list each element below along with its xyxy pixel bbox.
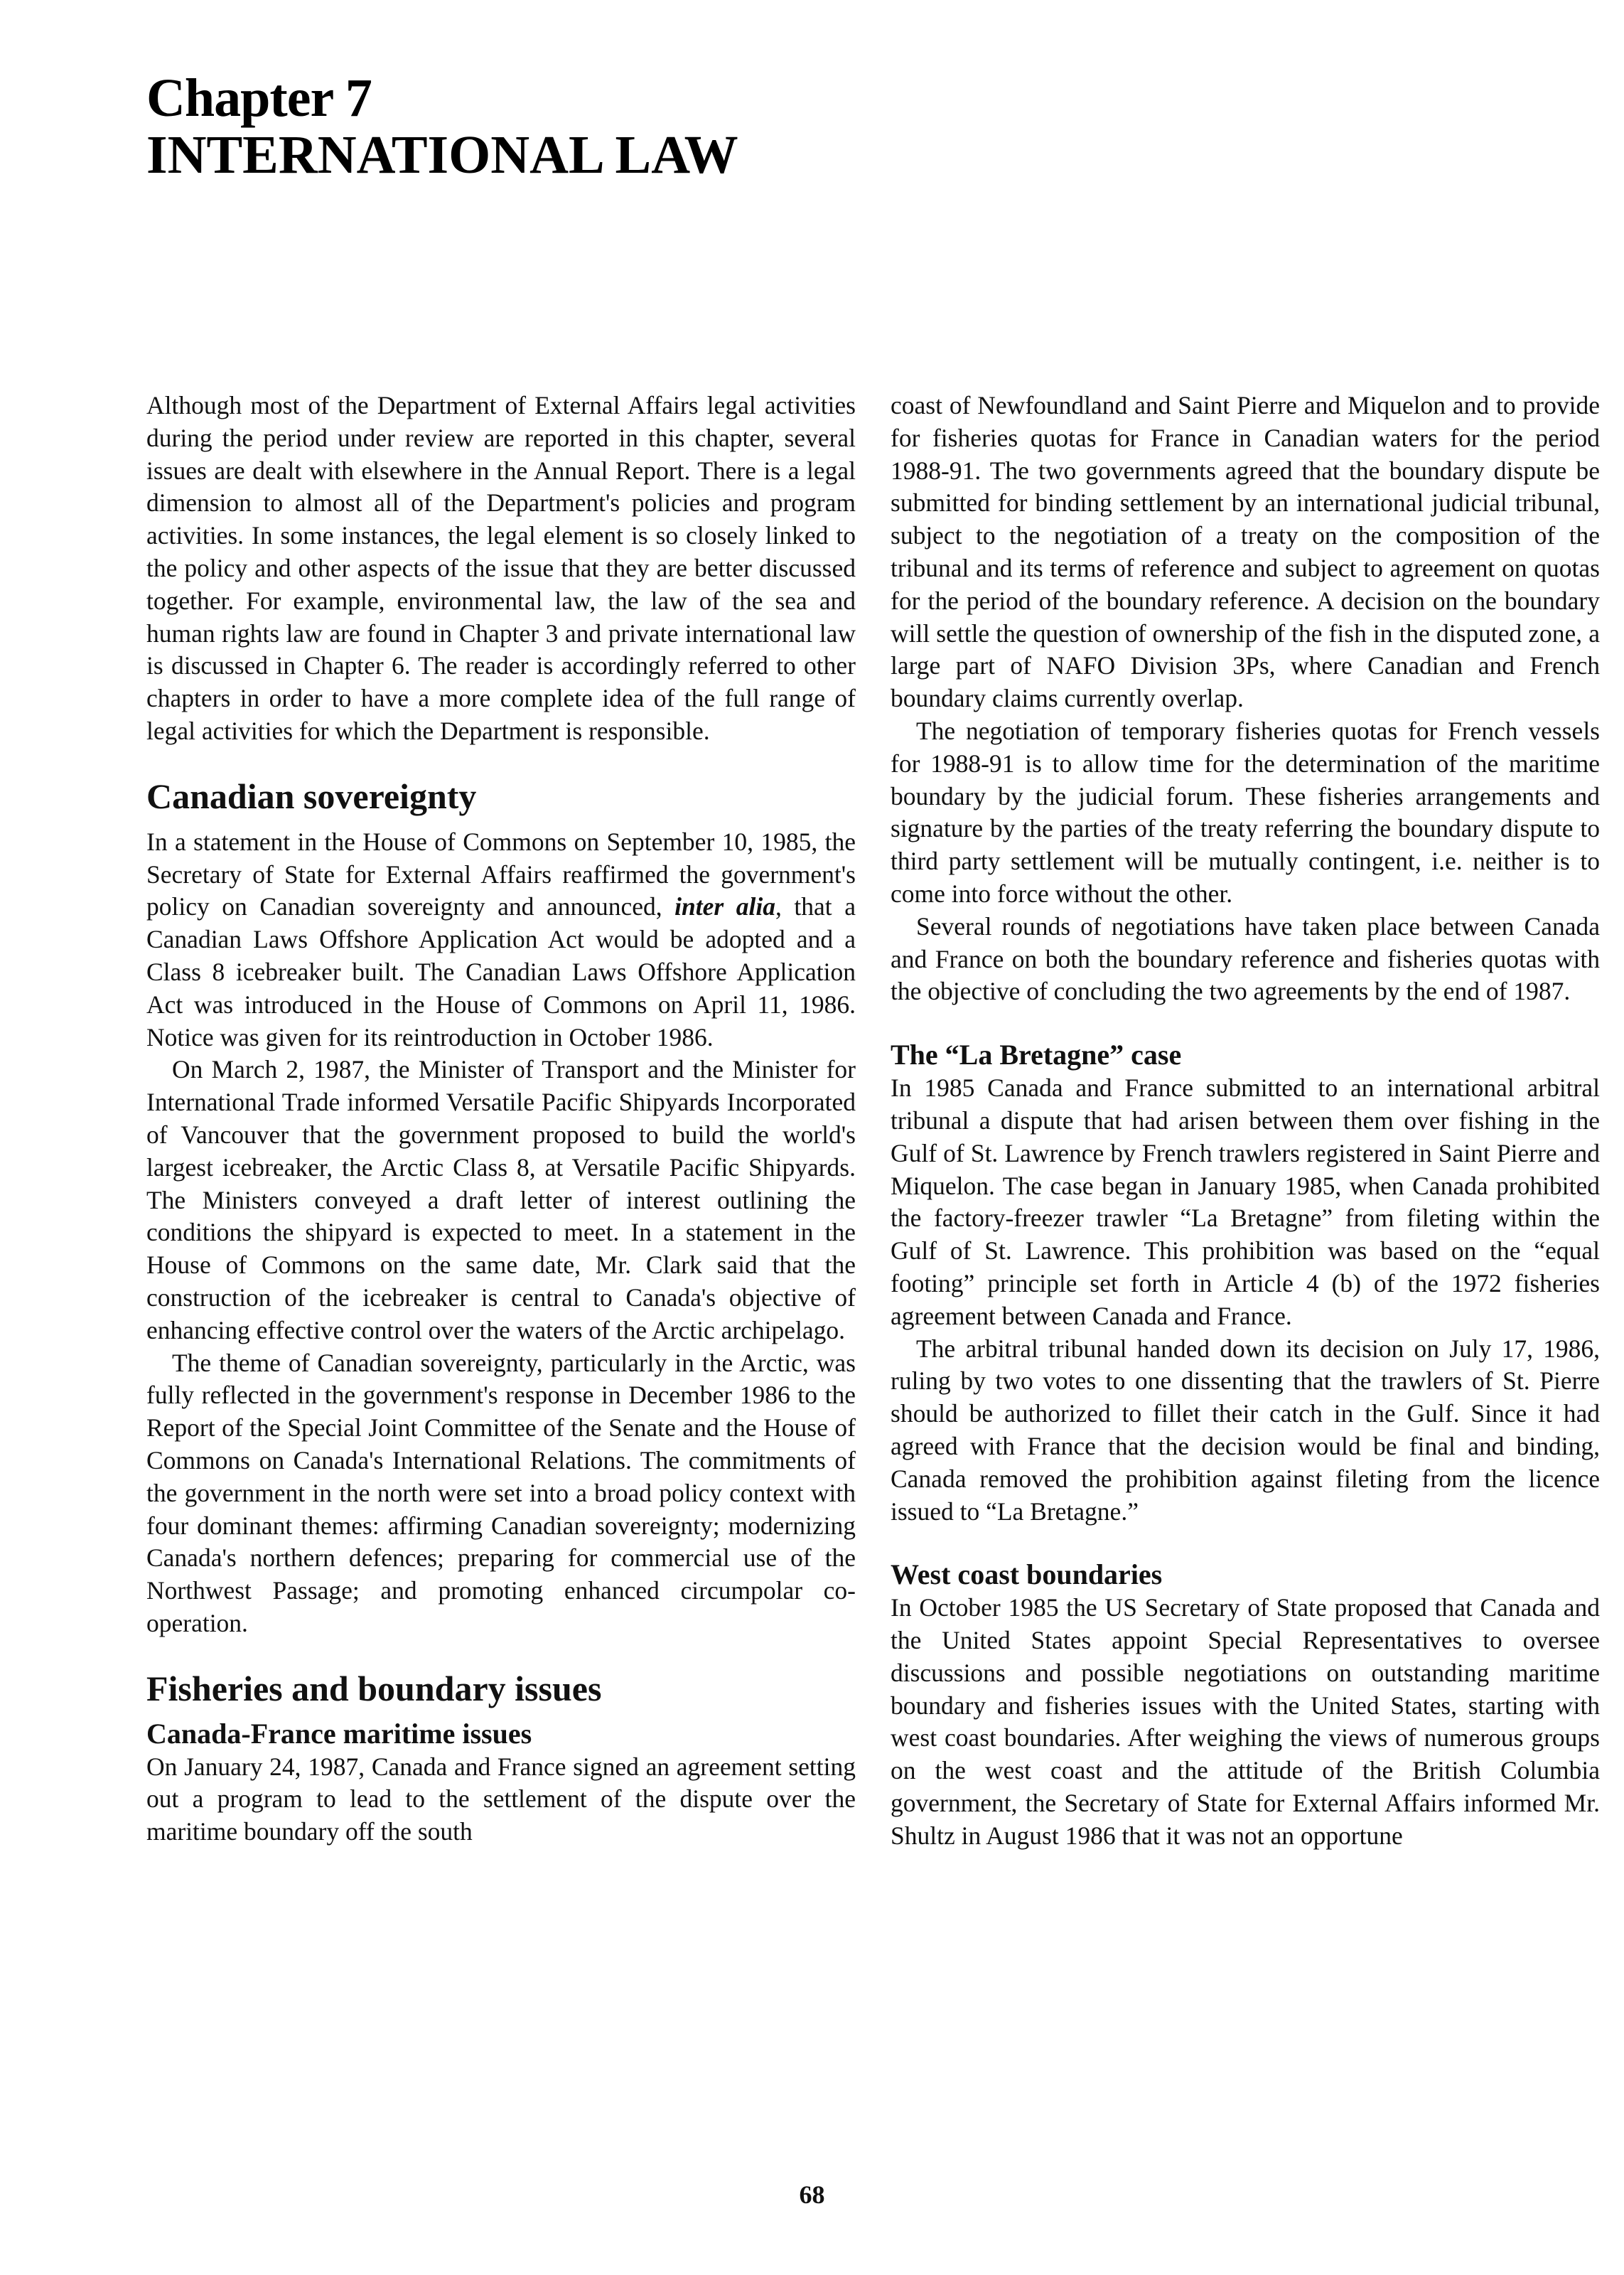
sovereignty-p1-text-a: In a statement in the House of Commons on September 10, 1985, the Secretary of State for External Affairs reaffirmed the government's policy on Canadian sovereignty and announced, bbox=[146, 827, 856, 921]
right-column bbox=[891, 390, 1600, 1853]
section-heading-canadian-sovereignty: Canadian sovereignty bbox=[146, 776, 477, 816]
intro-paragraph: Although most of the Department of External Affairs legal activities during the period under review are reported in this chapter, several issues are dealt with elsewhere in the Annual Report. There is a legal dimension to almost all of the Department's policies and program activities. In some instances, the legal element is so closely linked to the policy and other aspects of the issue that they are better discussed together. For example, environmental law, the law of the sea and human rights law are found in Chapter 3 and private international law is discussed in Chapter 6. The reader is accordingly referred to other chapters in order to have a more complete idea of the full range of legal activities for which the Department is responsible. bbox=[146, 391, 856, 745]
section-heading-fisheries-boundary: Fisheries and boundary issues bbox=[146, 1668, 602, 1708]
left-column bbox=[146, 390, 856, 1848]
sovereignty-p1-text-b: , that a Canadian Laws Offshore Application Act would be adopted and a Class 8 icebreaker built. The Canadian Laws Offshore Application Act was introduced in the House of Commons on April 11, 1986. Notice was given for its reintroduction in October 1986. bbox=[146, 892, 856, 1051]
subheading-canada-france: Canada-France maritime issues bbox=[146, 1717, 532, 1750]
subheading-west-coast: West coast boundaries bbox=[891, 1558, 1163, 1591]
sovereignty-paragraph-2: On March 2, 1987, the Minister of Transport and the Minister for International Trade informed Versatile Pacific Shipyards Incorporated of Vancouver that the government proposed to build the world's largest icebreaker, the Arctic Class 8, at Versatile Pacific Shipyards. The Ministers conveyed a draft letter of interest outlining the conditions the shipyard is expected to meet. In a statement in the House of Commons on the same date, Mr. Clark said that the construction of the icebreaker is central to Canada's objective of enhancing effective control over the waters of the Arctic archipelago. bbox=[146, 1055, 856, 1344]
sovereignty-paragraph-3: The theme of Canadian sovereignty, particularly in the Arctic, was fully reflected in the government's response in December 1986 to the Report of the Special Joint Committee of the Senate and the House of Commons on Canada's International Relations. The commitments of the government in the north were set into a broad policy context with four dominant themes: affirming Canadian sovereignty; modernizing Canada's northern defences; preparing for commercial use of the Northwest Passage; and promoting enhanced circumpolar co-operation. bbox=[146, 1348, 856, 1637]
bretagne-paragraph-2: The arbitral tribunal handed down its decision on July 17, 1986, ruling by two votes to one dissenting that the trawlers of St. Pierre should be authorized to fillet their catch in the Gulf. Since it had agreed with France that the decision would be final and binding, Canada removed the prohibition against fileting from the licence issued to “La Bretagne.” bbox=[891, 1334, 1600, 1526]
bretagne-paragraph-1: In 1985 Canada and France submitted to an international arbitral tribunal a dispute that had arisen between them over fishing in the Gulf of St. Lawrence by French trawlers registered in Saint Pierre and Miquelon. The case began in January 1985, when Canada prohibited the factory-freezer trawler “La Bretagne” from fileting within the Gulf of St. Lawrence. This prohibition was based on the “equal footing” principle set forth in Article 4 (b) of the 1972 fisheries agreement between Canada and France. bbox=[891, 1074, 1600, 1330]
page-number: 68 bbox=[799, 2180, 825, 2209]
sovereignty-paragraph-1 bbox=[146, 826, 856, 1054]
canada-france-paragraph-1-cont: coast of Newfoundland and Saint Pierre and Miquelon and to provide for fisheries quotas for France in Canadian waters for the period 1988-91. The two governments agreed that the boundary dispute be submitted for binding settlement by an international judicial tribunal, subject to the negotiation of a treaty on the composition of the tribunal and its terms of reference and subject to agreement on quotas for the period of the boundary reference. A decision on the boundary will settle the question of ownership of the fish in the disputed zone, a large part of NAFO Division 3Ps, where Canadian and French boundary claims currently overlap. bbox=[891, 391, 1600, 713]
sovereignty-p1-italic: inter alia bbox=[674, 892, 775, 921]
canada-france-paragraph-1: On January 24, 1987, Canada and France signed an agreement setting out a program to lead to the settlement of the dispute over the maritime boundary off the south bbox=[146, 1752, 856, 1846]
west-coast-paragraph-1: In October 1985 the US Secretary of State proposed that Canada and the United States appoint Special Representatives to oversee discussions and possible negotiations on outstanding maritime boundary and fisheries issues with the United States, starting with west coast boundaries. After weighing the views of numerous groups on the west coast and the attitude of the British Columbia government, the Secretary of State for External Affairs informed Mr. Shultz in August 1986 that it was not an opportune bbox=[891, 1593, 1600, 1850]
canada-france-paragraph-2: The negotiation of temporary fisheries quotas for French vessels for 1988-91 is to allow time for the determination of the maritime boundary by the judicial forum. These fisheries arrangements and signature by the parties of the treaty referring the boundary dispute to third party settlement will be mutually contingent, i.e. neither is to come into force without the other. bbox=[891, 716, 1600, 908]
canada-france-paragraph-3: Several rounds of negotiations have taken place between Canada and France on both the boundary reference and fisheries quotas with the objective of concluding the two agreements by the end of 1987. bbox=[891, 911, 1600, 1006]
subheading-la-bretagne: The “La Bretagne” case bbox=[891, 1039, 1182, 1071]
chapter-title: INTERNATIONAL LAW bbox=[146, 125, 738, 185]
chapter-heading bbox=[146, 68, 999, 185]
chapter-number: Chapter 7 bbox=[146, 68, 372, 128]
